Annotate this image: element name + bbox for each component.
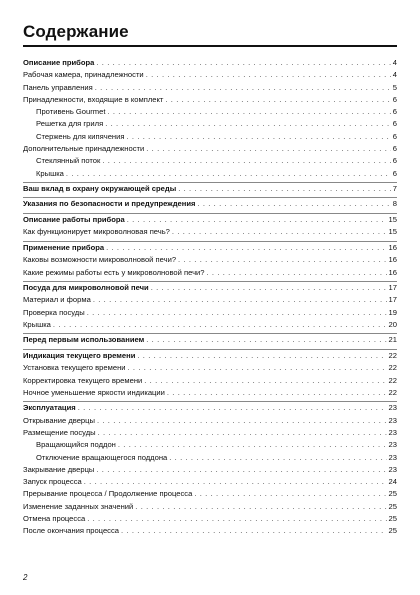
toc-entry (23, 464, 397, 476)
toc-entry (23, 197, 397, 211)
toc-entry (23, 401, 397, 415)
page-title: Содержание (23, 22, 129, 41)
dot-leader (135, 501, 386, 513)
dot-leader (87, 513, 386, 525)
toc-entry-page: 23 (388, 415, 397, 425)
toc-entry (23, 501, 397, 513)
toc-entry (23, 69, 397, 81)
dot-leader (146, 334, 386, 346)
dot-leader (127, 131, 391, 143)
toc-entry-label: Крышка (36, 168, 64, 178)
toc-entry-page: 7 (392, 183, 397, 193)
toc-entry-label: Крышка (23, 319, 51, 329)
toc-entry-page: 25 (388, 501, 397, 511)
toc-entry (23, 319, 397, 331)
dot-leader (78, 402, 387, 414)
toc-entry-page: 19 (388, 307, 397, 317)
dot-leader (107, 106, 390, 118)
toc-entry (23, 387, 397, 399)
toc-entry-page: 15 (388, 227, 397, 237)
dot-leader (207, 267, 387, 279)
toc-entry-label: Применение прибора (23, 242, 105, 252)
dot-leader (128, 362, 387, 374)
toc-entry (23, 213, 397, 227)
toc-entry-page: 23 (388, 452, 397, 462)
toc-entry (23, 106, 397, 118)
toc-entry-page: 4 (392, 58, 397, 67)
toc-entry-page: 23 (388, 403, 397, 413)
toc-entry (23, 349, 397, 363)
dot-leader (102, 155, 390, 167)
dot-leader (98, 427, 387, 439)
toc-entry-label: Ваш вклад в охрану окружающей среды (23, 183, 177, 193)
toc-entry-page: 15 (388, 214, 397, 224)
toc-entry-page: 6 (392, 168, 397, 178)
toc-entry-label: Установка текущего времени (23, 363, 126, 373)
toc-entry-label: Изменение заданных значений (23, 501, 134, 511)
toc-entry-label: Какие режимы работы есть у микроволновой печи? (23, 267, 205, 277)
toc-entry-label: Индикация текущего времени (23, 350, 136, 360)
toc-entry-page: 22 (388, 375, 397, 385)
dot-leader (97, 415, 387, 427)
toc-entry-label: Открывание дверцы (23, 415, 95, 425)
toc-entry (23, 168, 397, 180)
toc-entry (23, 415, 397, 427)
toc-entry (23, 333, 397, 347)
toc-entry (23, 182, 397, 196)
toc-entry-page: 16 (388, 255, 397, 265)
toc-entry-label: Отключение вращающегося поддона (36, 452, 168, 462)
toc-entry (23, 525, 397, 537)
toc-entry-page: 6 (392, 119, 397, 129)
toc-entry-page: 25 (388, 526, 397, 536)
dot-leader (178, 183, 391, 195)
toc-entry-page: 16 (388, 267, 397, 277)
toc-entry-label: Стеклянный поток (36, 156, 101, 166)
toc-entry (23, 241, 397, 255)
dot-leader (93, 294, 387, 306)
page-number: 2 (23, 573, 28, 582)
toc-entry-label: Каковы возможности микроволновой печи? (23, 255, 177, 265)
toc-entry (23, 439, 397, 451)
toc-entry (23, 362, 397, 374)
toc-entry-page: 6 (392, 156, 397, 166)
dot-leader (194, 488, 386, 500)
toc-entry-label: Запуск процесса (23, 477, 82, 487)
toc-entry-page: 17 (388, 282, 397, 292)
toc-entry-label: Закрывание дверцы (23, 464, 95, 474)
toc-entry (23, 118, 397, 130)
dot-leader (96, 57, 390, 69)
toc-entry-page: 5 (392, 82, 397, 92)
toc-entry-page: 6 (392, 144, 397, 154)
toc-entry-label: Отмена процесса (23, 514, 86, 524)
toc-entry-page: 6 (392, 131, 397, 141)
toc-entry (23, 131, 397, 143)
dot-leader (167, 387, 387, 399)
toc-entry-label: Прерывание процесса / Продолжение процесса (23, 489, 193, 499)
toc-entry (23, 488, 397, 500)
toc-entry-label: Описание прибора (23, 58, 95, 67)
toc-entry-label: Корректировка текущего времени (23, 375, 143, 385)
toc-entry-label: Эксплуатация (23, 403, 76, 413)
dot-leader (53, 319, 387, 331)
toc-entry-page: 22 (388, 350, 397, 360)
toc-entry-page: 21 (388, 335, 397, 345)
toc-entry (23, 294, 397, 306)
toc-entry (23, 267, 397, 279)
dot-leader (127, 214, 387, 226)
toc-entry-label: Вращающийся поддон (36, 440, 116, 450)
toc-entry-label: Принадлежности, входящие в комплект (23, 94, 164, 104)
dot-leader (84, 476, 387, 488)
dot-leader (151, 282, 387, 294)
toc-entry (23, 57, 397, 69)
dot-leader (146, 69, 391, 81)
toc-entry-label: Размещение посуды (23, 427, 96, 437)
toc-entry-page: 23 (388, 464, 397, 474)
toc-entry-page: 17 (388, 295, 397, 305)
toc-entry-page: 8 (392, 199, 397, 209)
table-of-contents (23, 57, 397, 538)
toc-entry-page: 25 (388, 489, 397, 499)
toc-entry-label: Материал и форма (23, 295, 91, 305)
toc-entry (23, 155, 397, 167)
dot-leader (121, 525, 387, 537)
toc-entry (23, 254, 397, 266)
toc-entry (23, 375, 397, 387)
title-rule (23, 45, 397, 47)
dot-leader (106, 242, 386, 254)
dot-leader (172, 226, 387, 238)
toc-entry-page: 16 (388, 242, 397, 252)
dot-leader (197, 198, 390, 210)
dot-leader (87, 307, 387, 319)
toc-entry-label: Противень Gourmet (36, 107, 106, 117)
toc-entry-label: Дополнительные принадлежности (23, 144, 145, 154)
dot-leader (146, 143, 391, 155)
toc-entry-label: Ночное уменьшение яркости индикации (23, 387, 165, 397)
toc-entry-label: Проверка посуды (23, 307, 85, 317)
toc-entry (23, 226, 397, 238)
dot-leader (169, 452, 386, 464)
toc-entry-page: 4 (392, 70, 397, 80)
dot-leader (66, 168, 391, 180)
toc-entry (23, 82, 397, 94)
toc-entry-page: 24 (388, 477, 397, 487)
toc-entry (23, 452, 397, 464)
toc-entry (23, 476, 397, 488)
toc-entry (23, 307, 397, 319)
dot-leader (137, 350, 386, 362)
toc-entry-label: Решетка для гриля (36, 119, 104, 129)
toc-entry-label: Рабочая камера, принадлежности (23, 70, 144, 80)
toc-entry-label: Перед первым использованием (23, 335, 145, 345)
toc-entry (23, 513, 397, 525)
toc-entry-label: Указания по безопасности и предупреждения (23, 199, 196, 209)
dot-leader (178, 254, 387, 266)
toc-entry-page: 23 (388, 440, 397, 450)
toc-entry (23, 143, 397, 155)
toc-entry-page: 6 (392, 94, 397, 104)
toc-entry-label: Посуда для микроволновой печи (23, 282, 149, 292)
toc-entry-page: 23 (388, 427, 397, 437)
toc-entry-label: Как функционирует микроволновая печь? (23, 227, 170, 237)
dot-leader (95, 82, 391, 94)
toc-entry-label: Панель управления (23, 82, 93, 92)
dot-leader (165, 94, 390, 106)
dot-leader (96, 464, 386, 476)
dot-leader (144, 375, 386, 387)
toc-entry-page: 22 (388, 363, 397, 373)
dot-leader (118, 439, 387, 451)
toc-entry-label: После окончания процесса (23, 526, 119, 536)
toc-entry-label: Описание работы прибора (23, 214, 125, 224)
toc-entry-page: 20 (388, 319, 397, 329)
toc-entry-page: 6 (392, 107, 397, 117)
dot-leader (105, 118, 391, 130)
toc-entry (23, 281, 397, 295)
toc-entry-page: 22 (388, 387, 397, 397)
toc-entry-page: 25 (388, 514, 397, 524)
toc-entry-label: Стержень для кипячения (36, 131, 125, 141)
toc-entry (23, 94, 397, 106)
toc-entry (23, 427, 397, 439)
